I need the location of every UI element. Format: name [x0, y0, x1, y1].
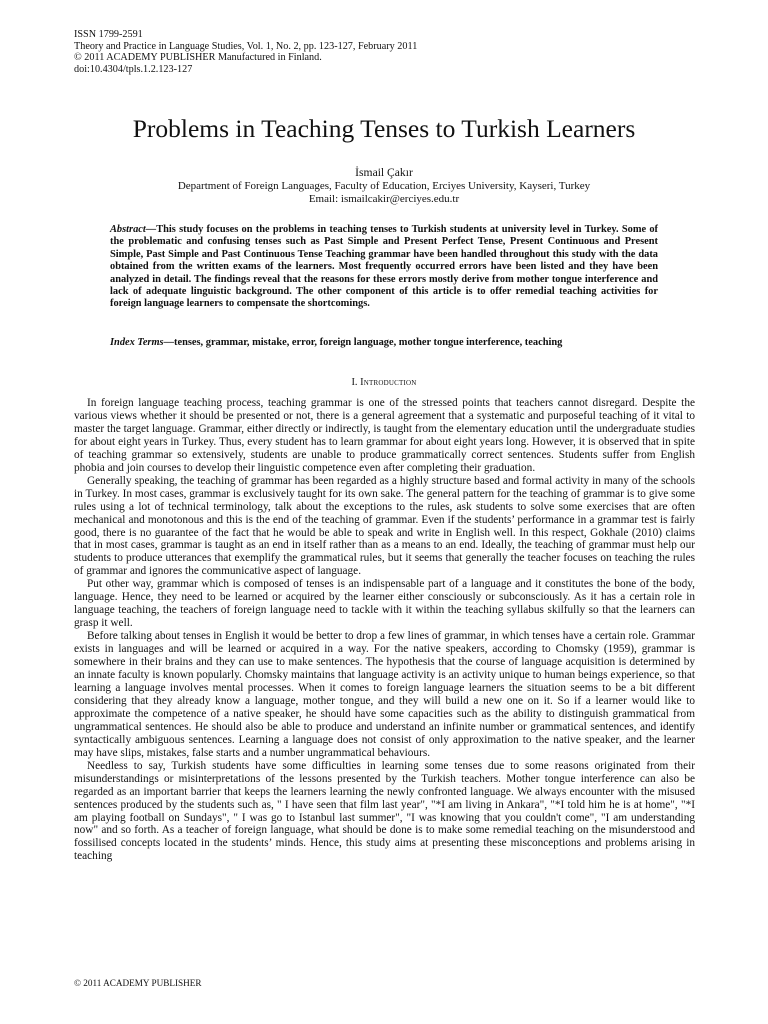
author-email: Email: ismailcakir@erciyes.edu.tr [308, 193, 460, 205]
journal-citation-line: Theory and Practice in Language Studies, Vol. 1, No. 2, pp. 123-127, February 2011 [74, 40, 418, 52]
author-name: İsmail Çakır [355, 166, 413, 179]
index-terms [110, 337, 658, 349]
article-title: Problems in Teaching Tenses to Turkish Learners [132, 114, 636, 143]
index-terms-label: Index Terms— [110, 337, 174, 348]
abstract-text: This study focuses on the problems in teaching tenses to Turkish students at university level in Turkey. Some of the problematic and confusing tenses such as Past Simple and Present Perfect Tense, Present Continuous and Present Simple, Past Simple and Past Continuous Tense Teaching grammar have been handled throughout this study with the data obtained from the written exams of the learners. Most frequently occurred errors have been listed and they have been analyzed in detail. The findings reveal that the reasons for these errors mostly derive from mother tongue interference and lack of adequate linguistic background. The other component of this article is to offer remedial teaching activities for foreign language learners to compensate the shortcomings. [110, 224, 658, 310]
author-block [0, 166, 768, 206]
abstract [110, 224, 658, 311]
issn-line: ISSN 1799-2591 [74, 29, 143, 40]
section-heading [0, 377, 768, 389]
page-footer: © 2011 ACADEMY PUBLISHER [74, 978, 202, 988]
body-paragraph: Generally speaking, the teaching of grammar has been regarded as a highly structure based and formal activity in many of the schools in Turkey. In most cases, grammar is exclusively taught for its own sake. The general pattern for the teaching of grammar is to give some rules using a lot of technical terminology, talk about the exceptions to the rules, ask students to solve some exercises that are often mechanical and monotonous and this is the end of the teaching of grammar. Even if the students’ performance in a grammar test is fairly good, there is no guarantee of the fact that he would be able to speak and write in English well. In this respect, Gokhale (2010) claims that in most cases, grammar is taught as an end in itself rather than as a means to an end. Ideally, the teaching of grammar must help our students to produce utterances that exemplify the grammatical rules, but it seems that generally the teacher focuses on teaching the rules of grammar and ignores the communicative aspect of language. [74, 474, 695, 578]
body-paragraph: In foreign language teaching process, teaching grammar is one of the stressed points that teachers cannot disregard. Despite the various views whether it should be presented or not, there is a general agreement that a systematic and purposeful teaching of it vital to master the target language. Grammar, either directly or indirectly, is taught from the elementary education until the undergraduate studies for about eight years in Turkey. Thus, every student has to learn grammar for about eight years long. However, it is observed that in spite of teaching grammar so extensively, students are unable to produce grammatically correct sentences. Students suffer from English phobia and join courses to develop their linguistic competence even after completing their graduation. [74, 397, 695, 474]
body-text [74, 397, 695, 863]
author-affiliation: Department of Foreign Languages, Faculty of Education, Erciyes University, Kayseri, Turkey [177, 180, 591, 192]
index-terms-text: tenses, grammar, mistake, error, foreign language, mother tongue interference, teaching [174, 337, 563, 348]
body-paragraph: Before talking about tenses in English it would be better to drop a few lines of grammar, in which tenses have a certain role. Grammar exists in languages and will be learned or acquired in a way. For the native speakers, according to Chomsky (1959), grammar is somewhere in their brains and they can use to make sentences. The hypothesis that the course of language acquisition is determined by an innate faculty is known popularly. Chomsky maintains that language activity is an activity unique to human beings experience, so that learning a language involves mental processes. When it comes to foreign language learners the situation seems to be a bit different considering that they already know a language, mother tongue, and they will build a new one on it. So if a learner would like to approximate the competence of a native speaker, he should have some capacities such as the ability to distinguish grammatical from ungrammatical sentences. He should also be able to produce and understand an infinite number or grammatical sentences, and identify syntactically ambiguous sentences. Learning a language does not consist of only approximation to the native speaker, and the learner may have slips, mistakes, false starts and a number ungrammatical behaviours. [74, 630, 695, 759]
abstract-label: Abstract— [110, 224, 157, 235]
body-paragraph: Put other way, grammar which is composed of tenses is an indispensable part of a language and it constitutes the bone of the body, language. Hence, they need to be learned or acquired by the learner either consciously or subconsciously. As it has a certain role in language teaching, the teachers of foreign language need to tackle with it within the teaching syllabus skilfully so that the learners can grasp it well. [74, 578, 695, 630]
doi-line: doi:10.4304/tpls.1.2.123-127 [74, 63, 193, 75]
section-title: Introduction [360, 377, 417, 388]
journal-header [74, 29, 417, 75]
body-paragraph: Needless to say, Turkish students have some difficulties in learning some tenses due to some reasons originated from their misunderstandings or misinterpretations of the lessons presented by the Turkish teachers. Mother tongue interference can also be regarded as an important barrier that keeps the learners learning the newly confronted language. We always encounter with the misused sentences produced by the students such as, " I have seen that film last year", "*I am living in Ankara", "*I told him he is at home", "*I am playing football on Sundays", " I was go to Istanbul last summer", "I was knowing that you couldn't come", "I am understanding now" and so forth. As a teacher of foreign language, what should be done is to make some remedial teaching on the misunderstood and fossilised concepts located in the students’ minds. Hence, this study aims at presenting these misconceptions and problems arising in teaching [74, 759, 695, 863]
section-number: I. [351, 377, 358, 388]
copyright-line: © 2011 ACADEMY PUBLISHER Manufactured in Finland. [74, 52, 322, 64]
